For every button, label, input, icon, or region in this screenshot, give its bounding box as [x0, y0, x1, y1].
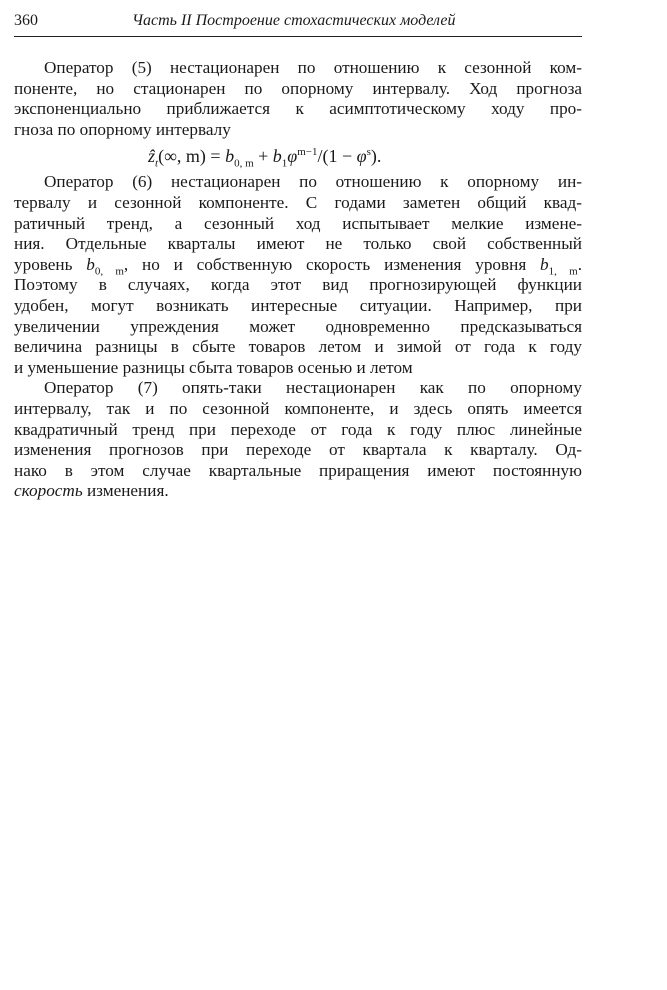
text-line: ратичный тренд, а сезонный ход испытывает мелкие измене-: [14, 213, 582, 233]
text-line: увеличении упреждения может одновременно предсказываться: [14, 316, 582, 336]
text-line: квадратичный тренд при переходе от года к году плюс линейные: [14, 419, 582, 439]
text-line: Оператор (5) нестационарен по отношению к сезонной ком-: [44, 58, 582, 77]
text-line-with-symbols: уровень $b_{0, m}$, но и собственную скорость изменения уровня $b_{1, m}$.: [14, 254, 582, 278]
running-title: Часть II Построение стохастических моделей: [132, 12, 456, 29]
paragraph-2: [14, 172, 582, 378]
text-line: изменения прогнозов при переходе от квартала к кварталу. Од-: [14, 440, 582, 460]
text-line: Оператор (6) нестационарен по отношению к опорному ин-: [44, 172, 582, 192]
header-rule: [14, 36, 582, 37]
emphasis: скорость: [14, 481, 83, 501]
text-line: ния. Отдельные кварталы имеют не только свой собственный: [14, 234, 582, 254]
paragraph-1: [14, 58, 582, 140]
text-line: величина разницы в сбыте товаров летом и зимой от года к году: [14, 337, 582, 357]
page-header: [14, 12, 582, 36]
forecast-formula: ẑ$_t$(∞, $m) = b_{0, m} + b_1\varphi^{m-1}/(1 - \varphi^s)$.: [148, 146, 382, 170]
text-line: интервалу, так и по сезонной компоненте, и здесь опять имеется: [14, 398, 582, 418]
text-line: Поэтому в случаях, когда этот вид прогнозирующей функции: [14, 275, 582, 295]
paragraph-3: [14, 378, 582, 502]
text-line: Оператор (7) опять-таки нестационарен как по опорному: [44, 378, 582, 398]
text-line: гноза по опорному интервалу: [14, 119, 231, 139]
page-body: [14, 58, 582, 502]
text-line: и уменьшение разницы сбыта товаров осенью и летом: [14, 357, 413, 377]
text-line: скорость изменения.: [14, 481, 169, 501]
page-number: 360: [14, 12, 38, 29]
text-line: удобен, могут возникать интересные ситуации. Например, при: [14, 295, 582, 315]
text-line: нако в этом случае квартальные приращения имеют постоянную: [14, 460, 582, 480]
text-line: экспоненциально приближается к асимптотическому ходу про-: [14, 99, 582, 119]
text-line: тервалу и сезонной компоненте. С годами заметен общий квад-: [14, 192, 582, 212]
text-line: поненте, но стационарен по опорному интервалу. Ход прогноза: [14, 78, 582, 98]
